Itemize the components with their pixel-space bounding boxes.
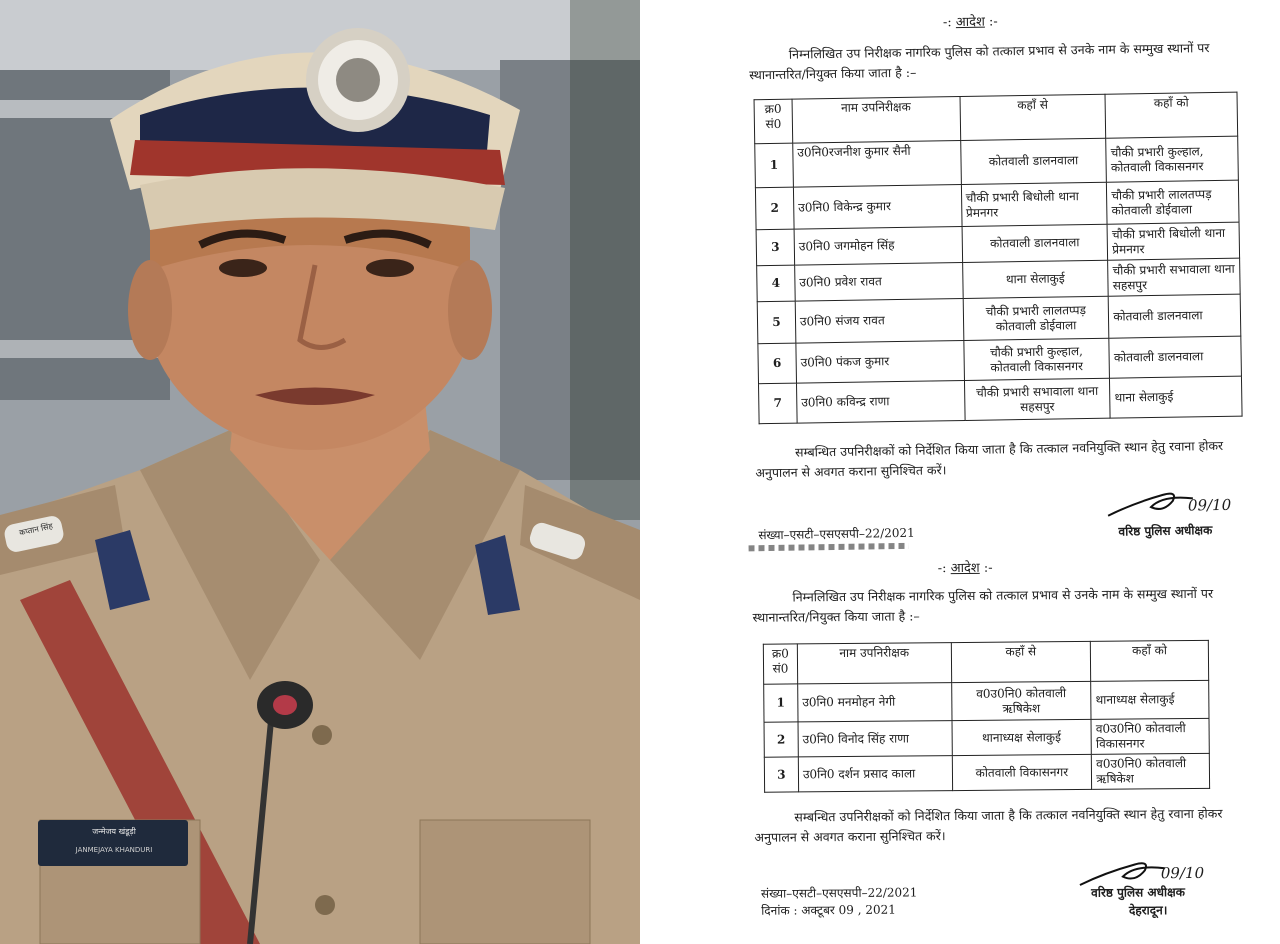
name-cell: उ0नि0रजनीश कुमार सैनी [793, 141, 961, 188]
name-cell: उ0नि0 मनमोहन नेगी [798, 683, 952, 722]
from-cell: कोतवाली डालनवाला [962, 224, 1108, 262]
serial-cell: 1 [764, 684, 798, 722]
name-cell: उ0नि0 दर्शन प्रसाद काला [798, 756, 952, 792]
from-cell: व0उ0नि0 कोतवाली ऋषिकेश [951, 681, 1091, 720]
col-header: कहाँ से [951, 641, 1091, 682]
col-header: क्र0 सं0 [754, 99, 793, 144]
transfer-table [763, 640, 1210, 793]
name-cell: उ0नि0 कविन्द्र राणा [796, 380, 964, 423]
order-heading: -: आदेश :- [937, 560, 993, 577]
order-intro: निम्नलिखित उप निरीक्षक नागरिक पुलिस को तत्काल प्रभाव से उनके नाम के सम्मुख स्थानों पर स्थानान्तरित/नियुक्त किया जाता है :– [749, 40, 1210, 83]
to-cell: कोतवाली डालनवाला [1108, 294, 1240, 338]
to-cell: थाना सेलाकुई [1110, 376, 1242, 418]
shoulder-badge-text: कप्तान सिंह [18, 521, 54, 538]
col-header: क्र0 सं0 [763, 644, 797, 684]
from-cell: चौकी प्रभारी कुल्हाल, कोतवाली विकासनगर [963, 338, 1109, 380]
serial-cell: 5 [757, 301, 796, 344]
name-plate-top: जन्मेजय खंडूड़ी [92, 827, 136, 836]
table-row [764, 680, 1209, 722]
transfer-order-1 [640, 0, 1280, 553]
from-cell: थानाध्यक्ष सेलाकुई [952, 719, 1092, 755]
to-cell: चौकी प्रभारी सभावाला थाना सहसपुर [1108, 258, 1240, 296]
to-cell: चौकी प्रभारी कुल्हाल, कोतवाली विकासनगर [1106, 136, 1238, 182]
table-row [755, 136, 1239, 188]
name-plate-bottom: JANMEJAYA KHANDURI [75, 846, 153, 854]
table-row [759, 376, 1243, 424]
col-header: कहाँ को [1091, 640, 1209, 681]
name-cell: उ0नि0 जगमोहन सिंह [794, 227, 962, 266]
serial-cell: 6 [758, 343, 797, 384]
transfer-order-document [640, 0, 1280, 944]
signature-date: 09/10 [1160, 863, 1205, 883]
signatory-designation: वरिष्ठ पुलिस अधीक्षक [1118, 523, 1213, 539]
to-cell: चौकी प्रभारी बिधोली थाना प्रेमनगर [1107, 222, 1239, 260]
name-cell: उ0नि0 प्रवेश रावत [795, 262, 963, 301]
serial-cell: 3 [764, 757, 798, 792]
to-cell: व0उ0नि0 कोतवाली विकासनगर [1091, 718, 1209, 754]
signature-date: 09/10 [1187, 495, 1232, 515]
transfer-table [754, 92, 1243, 425]
serial-cell: 1 [755, 143, 794, 188]
transfer-order-2 [640, 545, 1280, 944]
from-cell: चौकी प्रभारी बिधोली थाना प्रेमनगर [961, 182, 1107, 226]
from-cell: कोतवाली डालनवाला [960, 138, 1106, 184]
to-cell: कोतवाली डालनवाला [1109, 336, 1241, 378]
serial-cell: 2 [755, 187, 794, 230]
reference-number: संख्या–एसटी–एसएसपी–22/2021 [758, 525, 915, 543]
name-cell: उ0नि0 विनोद सिंह राणा [798, 721, 952, 757]
name-cell: उ0नि0 पंकज कुमार [796, 340, 964, 383]
reference-number: संख्या–एसटी–एसएसपी–22/2021 [760, 885, 918, 901]
from-cell: चौकी प्रभारी लालतप्पड़ कोतवाली डोईवाला [963, 296, 1109, 340]
order-heading: -: आदेश :- [942, 14, 998, 31]
to-cell: थानाध्यक्ष सेलाकुई [1091, 680, 1209, 719]
serial-cell: 7 [759, 383, 798, 424]
to-cell: चौकी प्रभारी लालतप्पड़ कोतवाली डोईवाला [1107, 180, 1239, 224]
table-row [764, 753, 1209, 792]
order-date: दिनांक : अक्टूबर 09 , 2021 [761, 902, 896, 918]
order-closing: सम्बन्धित उपनिरीक्षकों को निर्देशित किया जाता है कि तत्काल नवनियुक्ति स्थान हेतु रवाना होकर अनुपालन से अवगत कराना सुनिश्चित करें। [755, 437, 1224, 481]
serial-cell: 4 [757, 265, 796, 302]
serial-cell: 2 [764, 722, 798, 757]
table-header-row [754, 92, 1238, 144]
serial-cell: 3 [756, 229, 795, 266]
order-intro: निम्नलिखित उप निरीक्षक नागरिक पुलिस को तत्काल प्रभाव से उनके नाम के सम्मुख स्थानों पर स्थानान्तरित/नियुक्त किया जाता है :– [752, 585, 1214, 625]
from-cell: थाना सेलाकुई [962, 260, 1108, 298]
col-header: नाम उपनिरीक्षक [797, 643, 951, 684]
col-header: कहाँ से [960, 94, 1106, 140]
name-cell: उ0नि0 संजय रावत [795, 298, 963, 343]
signatory-location: देहरादून। [1128, 903, 1168, 918]
table-row [764, 718, 1209, 757]
order-closing: सम्बन्धित उपनिरीक्षकों को निर्देशित किया जाता है कि तत्काल नवनियुक्ति स्थान हेतु रवाना होकर अनुपालन से अवगत कराना सुनिश्चित करें। [754, 805, 1223, 845]
table-header-row [763, 640, 1208, 684]
col-header: नाम उपनिरीक्षक [792, 97, 960, 144]
signatory-designation: वरिष्ठ पुलिस अधीक्षक [1091, 885, 1185, 900]
from-cell: कोतवाली विकासनगर [952, 754, 1092, 790]
to-cell: व0उ0नि0 कोतवाली ऋषिकेश [1092, 753, 1210, 789]
col-header: कहाँ को [1105, 92, 1237, 138]
name-cell: उ0नि0 विकेन्द्र कुमार [793, 185, 961, 230]
from-cell: चौकी प्रभारी सभावाला थाना सहसपुर [964, 378, 1110, 420]
